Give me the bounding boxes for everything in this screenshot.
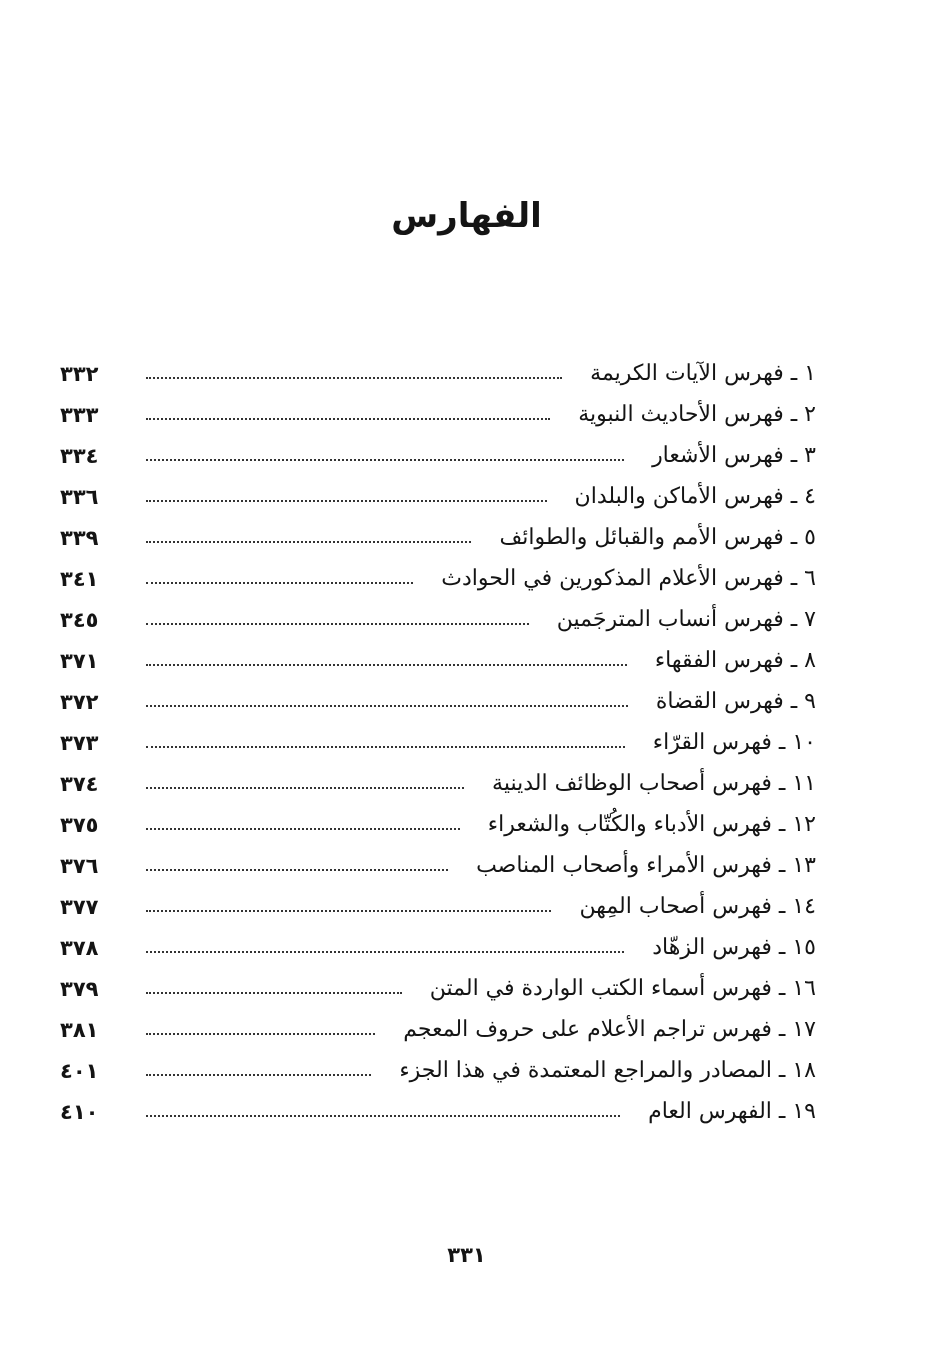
toc-entry bbox=[60, 845, 816, 886]
dot-leader bbox=[146, 828, 460, 830]
toc-entry-page: ٣٧٨ bbox=[60, 935, 99, 960]
dot-leader bbox=[146, 623, 529, 625]
toc-entry-title: ٤ ـ فهرس الأماكن والبلدان bbox=[574, 483, 816, 509]
dot-leader bbox=[146, 910, 551, 912]
toc-entry bbox=[60, 681, 816, 722]
dot-leader bbox=[146, 541, 471, 543]
dot-leader bbox=[146, 992, 402, 994]
toc-entry-title: ٧ ـ فهرس أنساب المترجَمين bbox=[556, 606, 816, 632]
toc-entry-title: ٦ ـ فهرس الأعلام المذكورين في الحوادث bbox=[441, 565, 816, 591]
toc-entry-title: ١٧ ـ فهرس تراجم الأعلام على حروف المعجم bbox=[403, 1016, 816, 1042]
toc-entry-page: ٣٣٩ bbox=[60, 525, 99, 550]
dot-leader bbox=[146, 664, 627, 666]
toc-entry bbox=[60, 435, 816, 476]
toc-entry bbox=[60, 476, 816, 517]
toc-entry-title: ٨ ـ فهرس الفقهاء bbox=[654, 647, 816, 673]
dot-leader bbox=[146, 459, 624, 461]
dot-leader bbox=[146, 787, 464, 789]
toc-entry-page: ٣٧٧ bbox=[60, 894, 99, 919]
toc-entry bbox=[60, 394, 816, 435]
dot-leader bbox=[146, 869, 448, 871]
toc-entry-title: ١٨ ـ المصادر والمراجع المعتمدة في هذا الجزء bbox=[399, 1057, 816, 1083]
dot-leader bbox=[146, 951, 624, 953]
toc-entry-page: ٣٨١ bbox=[60, 1017, 99, 1042]
toc-entry bbox=[60, 968, 816, 1009]
toc-entry-title: ٥ ـ فهرس الأمم والقبائل والطوائف bbox=[499, 524, 816, 550]
toc-entry-page: ٣٧٦ bbox=[60, 853, 99, 878]
dot-leader bbox=[146, 705, 628, 707]
toc-entry-title: ٣ ـ فهرس الأشعار bbox=[652, 442, 816, 468]
toc-entry-page: ٣٧١ bbox=[60, 648, 99, 673]
dot-leader bbox=[146, 377, 562, 379]
toc-entry-page: ٣٤٥ bbox=[60, 607, 99, 632]
dot-leader bbox=[146, 1115, 620, 1117]
toc-entry bbox=[60, 804, 816, 845]
toc-entry-title: ١٢ ـ فهرس الأدباء والكُتّاب والشعراء bbox=[487, 811, 816, 837]
toc-entry-title: ١٥ ـ فهرس الزهّاد bbox=[652, 934, 816, 960]
table-of-contents bbox=[60, 353, 816, 1132]
dot-leader bbox=[146, 1074, 371, 1076]
toc-entry-title: ١٠ ـ فهرس القرّاء bbox=[652, 729, 816, 755]
toc-entry-page: ٤١٠ bbox=[60, 1099, 99, 1124]
toc-entry-page: ٣٣٢ bbox=[60, 361, 99, 386]
toc-entry-page: ٣٣٣ bbox=[60, 402, 99, 427]
toc-entry-title: ٢ ـ فهرس الأحاديث النبوية bbox=[578, 401, 816, 427]
toc-entry bbox=[60, 558, 816, 599]
toc-entry-page: ٤٠١ bbox=[60, 1058, 99, 1083]
toc-entry-page: ٣٧٣ bbox=[60, 730, 99, 755]
dot-leader bbox=[146, 582, 413, 584]
toc-entry bbox=[60, 1091, 816, 1132]
toc-entry-page: ٣٧٩ bbox=[60, 976, 99, 1001]
toc-entry bbox=[60, 1009, 816, 1050]
toc-entry-title: ١٩ ـ الفهرس العام bbox=[648, 1098, 816, 1124]
toc-entry bbox=[60, 886, 816, 927]
toc-entry bbox=[60, 353, 816, 394]
toc-entry bbox=[60, 722, 816, 763]
toc-entry bbox=[60, 1050, 816, 1091]
toc-entry-page: ٣٧٤ bbox=[60, 771, 99, 796]
dot-leader bbox=[146, 418, 550, 420]
toc-entry-title: ١٤ ـ فهرس أصحاب المِهن bbox=[579, 893, 816, 919]
toc-entry-title: ١٣ ـ فهرس الأمراء وأصحاب المناصب bbox=[476, 852, 816, 878]
toc-entry bbox=[60, 640, 816, 681]
toc-entry-page: ٣٣٤ bbox=[60, 443, 99, 468]
page-number: ٣٣١ bbox=[447, 1243, 486, 1267]
toc-entry-page: ٣٤١ bbox=[60, 566, 99, 591]
toc-entry-page: ٣٣٦ bbox=[60, 484, 99, 509]
toc-entry bbox=[60, 517, 816, 558]
dot-leader bbox=[146, 500, 547, 502]
toc-entry-title: ٩ ـ فهرس القضاة bbox=[655, 688, 816, 714]
toc-entry-title: ١ ـ فهرس الآيات الكريمة bbox=[590, 360, 816, 386]
toc-entry bbox=[60, 763, 816, 804]
dot-leader bbox=[146, 1033, 375, 1035]
toc-entry-title: ١١ ـ فهرس أصحاب الوظائف الدينية bbox=[492, 770, 816, 796]
toc-entry bbox=[60, 599, 816, 640]
toc-entry-page: ٣٧٢ bbox=[60, 689, 99, 714]
toc-entry bbox=[60, 927, 816, 968]
page-title: الفهارس bbox=[391, 196, 542, 236]
toc-entry-title: ١٦ ـ فهرس أسماء الكتب الواردة في المتن bbox=[429, 975, 816, 1001]
dot-leader bbox=[146, 746, 625, 748]
toc-entry-page: ٣٧٥ bbox=[60, 812, 99, 837]
